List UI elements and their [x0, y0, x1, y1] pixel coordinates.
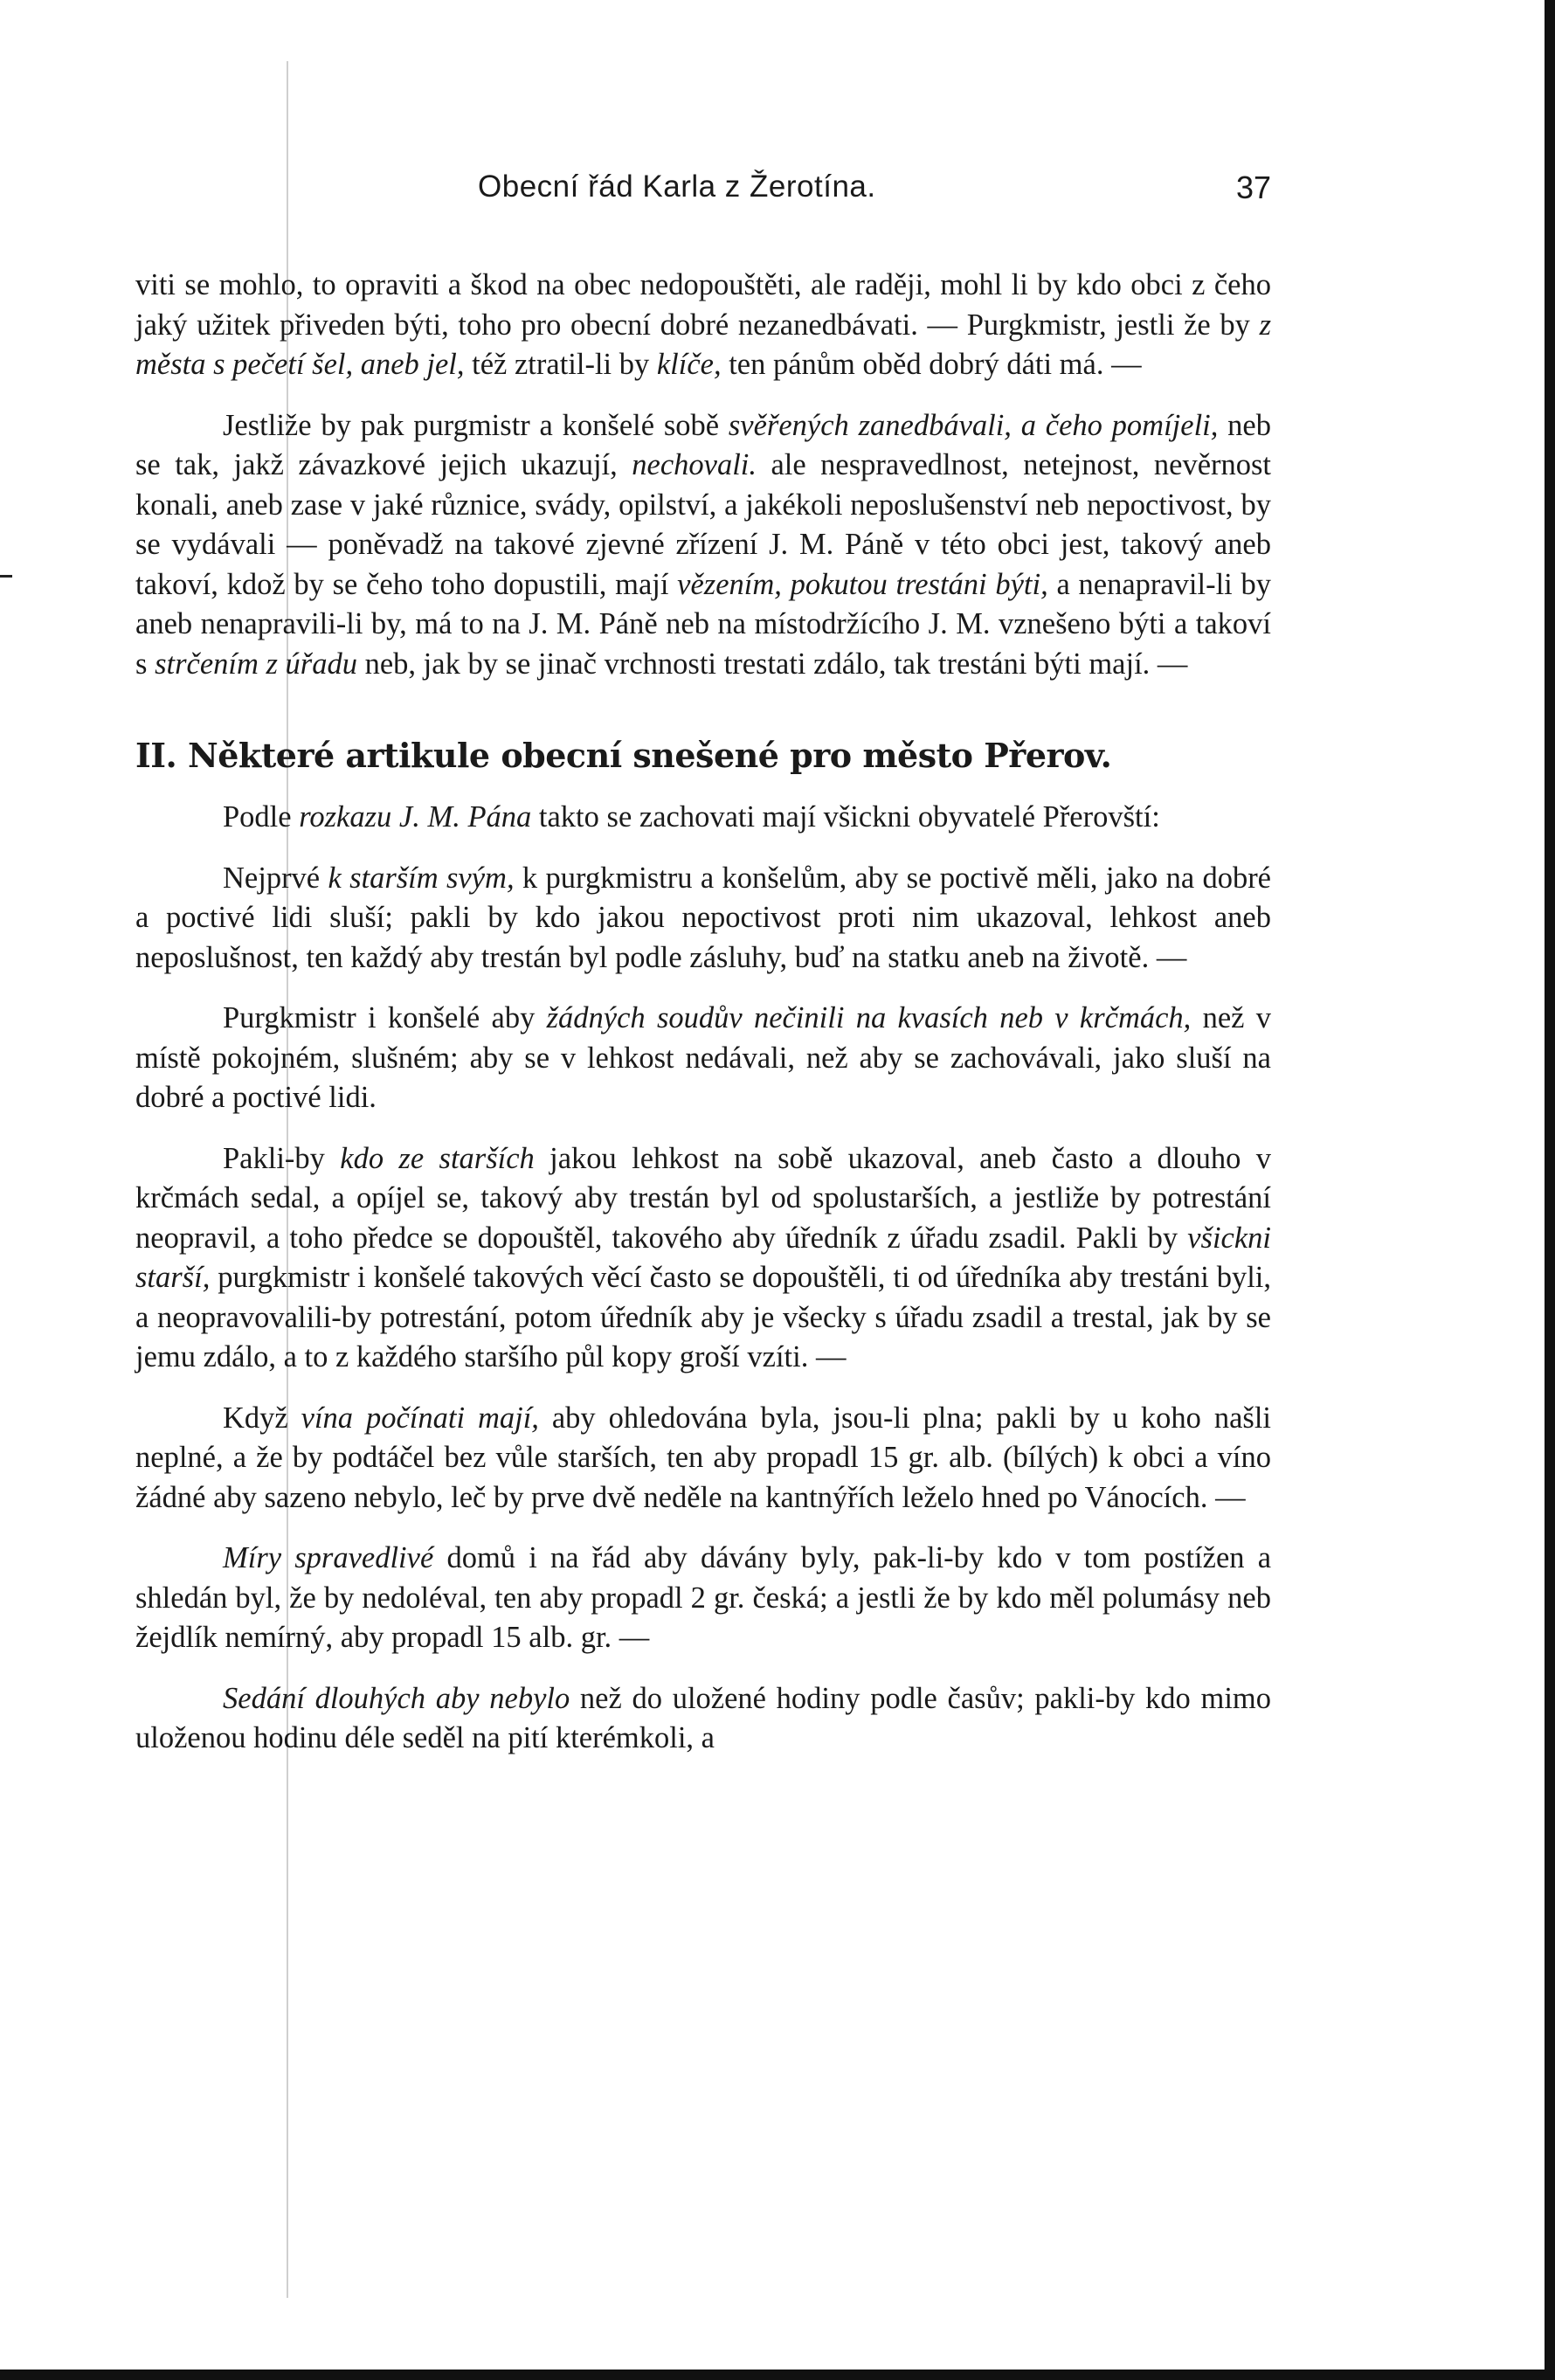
margin-mark: [0, 575, 12, 578]
running-header: [135, 170, 1271, 213]
italic-text-run: Sedání dlouhých aby nebylo: [223, 1681, 570, 1715]
text-run: jakou lehkost na sobě ukazoval, aneb často a dlouho v krčmách sedal, a opíjel se, takový aby trestán byl od spolustarších, a jestliže by potrestání neopravil, a toho předce se dopouštěl, takového aby úředník z úřadu zsadil. Pakli by: [135, 1141, 1271, 1255]
paragraph: [135, 859, 1271, 979]
page-edge-right: [1545, 0, 1555, 2380]
italic-text-run: k starším svým,: [328, 861, 515, 895]
text-run: neb se tak, jakž závazkové jejich ukazují,: [135, 408, 1271, 481]
italic-text-run: rozkazu J. M. Pána: [299, 800, 532, 834]
italic-text-run: strčením z úřadu: [155, 647, 357, 681]
paragraph: [135, 999, 1271, 1118]
italic-text-run: svěřených zanedbávali, a čeho pomíjeli,: [728, 408, 1219, 442]
italic-text-run: všickni starší,: [135, 1221, 1271, 1294]
italic-text-run: klíče,: [656, 348, 722, 381]
paragraph: [135, 406, 1271, 685]
italic-text-run: nechovali.: [632, 448, 757, 481]
page-body: [135, 266, 1271, 1780]
text-run: Nejprvé: [223, 861, 328, 895]
italic-text-run: žádných soudův nečinili na kvasích neb v krčmách,: [546, 1001, 1192, 1034]
text-run: domů i na řád aby dávány byly, pak-li-by kdo v tom postížen a shledán byl, že by nedoléval, ten aby propadl 2 gr. česká; a jestli že by kdo měl polumásy neb žejdlík nemírný, aby propadl 15 alb. gr. —: [135, 1541, 1272, 1654]
text-run: viti se mohlo, to opraviti a škod na obec nedopouštěti, ale raději, mohl li by kdo obci z čeho jaký užitek přiveden býti, toho pro obecní dobré nezanedbávati. — Purgkmistr, jestli že by: [135, 268, 1271, 342]
text-run: takto se zachovati mají všickni obyvatelé Přerovští:: [531, 800, 1160, 834]
text-run: Pakli-by: [223, 1141, 341, 1175]
text-run: než do uložené hodiny podle časův; pakli-by kdo mimo uloženou hodinu déle seděl na pití kterémkoli, a: [135, 1681, 1272, 1754]
paragraph: [135, 1539, 1271, 1658]
italic-text-run: vína počínati mají,: [301, 1401, 539, 1435]
text-run: a nenapravil-li by aneb nenapravili-li by, má to na J. M. Páně neb na místodržícího J. M. vznešeno býti a takoví s: [135, 567, 1271, 681]
paragraph: [135, 1679, 1271, 1759]
text-run: Purgkmistr i konšelé aby: [223, 1001, 547, 1034]
paragraph: [135, 798, 1271, 838]
text-run: Podle: [223, 800, 300, 834]
italic-text-run: vězením, pokutou trestáni býti,: [677, 567, 1048, 601]
text-run: též ztratil-li by: [464, 348, 657, 381]
page-edge-bottom: [0, 2370, 1555, 2380]
running-title: Obecní řád Karla z Žerotína.: [478, 170, 876, 204]
text-run: neb, jak by se jinač vrchnosti trestati zdálo, tak trestáni býti mají. —: [356, 647, 1188, 681]
text-run: Když: [223, 1401, 301, 1435]
italic-text-run: kdo ze starších: [340, 1141, 535, 1175]
text-run: ale nespravedlnost, netejnost, nevěrnost konali, aneb zase v jaké různice, svády, opilství, a jakékoli neposlušenství neb nepoctivost, by se vydávali — poněvadž na takové zjevné zřízení J. M. Páně v této obci jest, takový aneb takoví, kdož by se čeho toho dopustili, mají: [135, 448, 1272, 601]
page-number: 37: [1235, 170, 1271, 205]
paragraph: [135, 1139, 1271, 1378]
section-heading: II. Některé artikule obecní snešené pro město Přerov.: [135, 736, 1112, 775]
paragraph: [135, 266, 1271, 385]
italic-text-run: z města s pečetí šel, aneb jel,: [135, 308, 1271, 381]
text-run: ten pánům oběd dobrý dáti má. —: [721, 348, 1142, 381]
paragraph: [135, 1399, 1271, 1519]
text-run: než v místě pokojném, slušném; aby se v lehkost nedávali, než aby se zachovávali, jako sluší na dobré a poctivé lidi.: [135, 1001, 1271, 1114]
text-run: purgkmistr i konšelé takových věcí často se dopouštěli, ti od úředníka aby trestáni byli, a neopravovalili-by potrestání, potom úředník aby je všecky s úřadu zsadil a trestal, jak by se jemu zdálo, a to z každého staršího půl kopy groší vzíti. —: [135, 1261, 1271, 1373]
text-run: k purgkmistru a konšelům, aby se poctivě měli, jako na dobré a poctivé lidi sluší; pakli by kdo jakou nepoctivost proti nim ukazoval, lehkost aneb neposlušnost, ten každý aby trestán byl podle zásluhy, buď na statku aneb na životě. —: [135, 861, 1271, 974]
italic-text-run: Míry spravedlivé: [223, 1541, 434, 1574]
text-run: aby ohledována byla, jsou-li plna; pakli by u koho našli neplné, a že by podtáčel bez vůle starších, ten aby propadl 15 gr. alb. (bílých) k obci a víno žádné aby sazeno nebylo, leč by prve dvě neděle na kantnýřích leželo hned po Vánocích. —: [135, 1401, 1271, 1514]
text-run: Jestliže by pak purgmistr a konšelé sobě: [223, 408, 729, 442]
